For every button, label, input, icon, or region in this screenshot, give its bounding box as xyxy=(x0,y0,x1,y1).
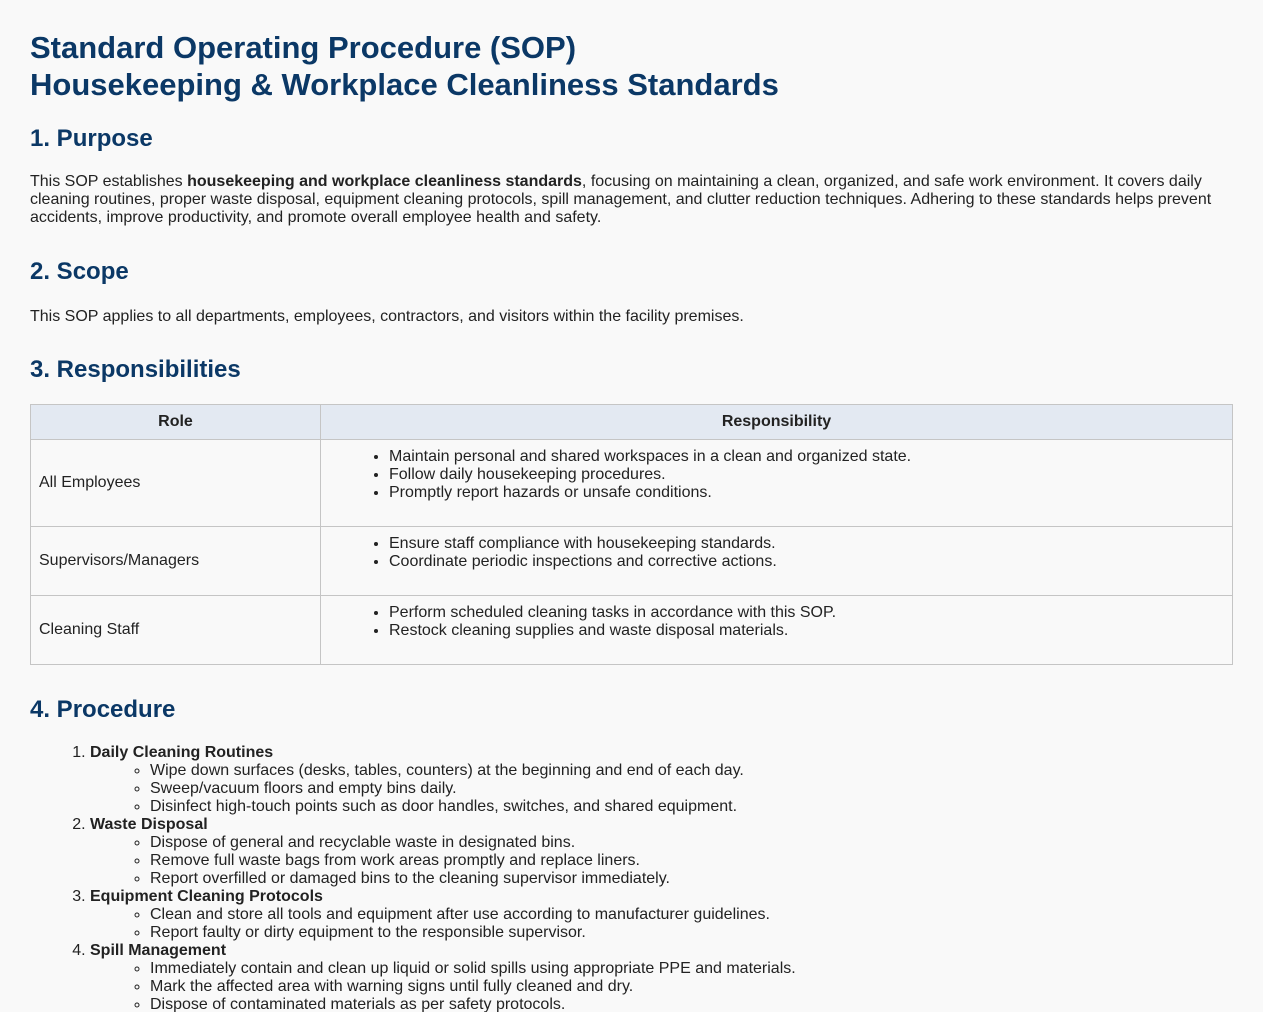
list-item: • Maintain personal and shared workspaces in a clean and organized state. xyxy=(389,448,1224,466)
list-item: • Coordinate periodic inspections and corrective actions. xyxy=(389,553,1224,571)
procedure-step xyxy=(90,888,1233,942)
responsibility-list xyxy=(329,535,1224,571)
list-item: • Restock cleaning supplies and waste disposal materials. xyxy=(389,622,1224,640)
role-cell: All Employees xyxy=(31,440,321,527)
list-item: ◦ Clean and store all tools and equipment after use according to manufacturer guidelines. xyxy=(150,906,1233,924)
step-items xyxy=(90,960,1233,1012)
responsibility-cell xyxy=(321,527,1233,596)
list-item: ◦ Sweep/vacuum floors and empty bins daily. xyxy=(150,780,1233,798)
scope-heading: 2. Scope xyxy=(30,258,129,285)
title-line-1: Standard Operating Procedure (SOP) xyxy=(30,30,577,65)
list-item: ◦ Report overfilled or damaged bins to the cleaning supervisor immediately. xyxy=(150,870,1233,888)
step-title: Equipment Cleaning Protocols xyxy=(90,888,323,905)
procedure-step xyxy=(90,744,1233,816)
purpose-heading: 1. Purpose xyxy=(30,125,153,152)
list-item: ◦ Disinfect high-touch points such as door handles, switches, and shared equipment. xyxy=(150,798,1233,816)
step-items xyxy=(90,834,1233,888)
purpose-paragraph xyxy=(30,173,1233,227)
purpose-text-bold: housekeeping and workplace cleanliness standards xyxy=(187,173,582,190)
procedure-step xyxy=(90,942,1233,1012)
step-title: Waste Disposal xyxy=(90,816,208,833)
step-items xyxy=(90,762,1233,816)
responsibility-list xyxy=(329,448,1224,502)
list-item: ◦ Immediately contain and clean up liquid or solid spills using appropriate PPE and materials. xyxy=(150,960,1233,978)
list-item: ◦ Dispose of general and recyclable waste in designated bins. xyxy=(150,834,1233,852)
procedure-steps xyxy=(30,744,1233,1012)
role-cell: Supervisors/Managers xyxy=(31,527,321,596)
purpose-text-rest: , focusing on maintaining a clean, organized, and safe work environment. It covers daily cleaning routines, proper waste disposal, equipment cleaning protocols, spill management, and clutter reduction techniques. Adhering to these standards helps prevent accidents, improve productivity, and promote overall employee health and safety. xyxy=(30,173,1212,226)
list-item: ◦ Remove full waste bags from work areas promptly and replace liners. xyxy=(150,852,1233,870)
purpose-text-intro: This SOP establishes xyxy=(30,173,188,190)
responsibilities-table xyxy=(30,404,1233,665)
list-item: ◦ Wipe down surfaces (desks, tables, counters) at the beginning and end of each day. xyxy=(150,762,1233,780)
list-item: ◦ Mark the affected area with warning signs until fully cleaned and dry. xyxy=(150,978,1233,996)
scope-paragraph: This SOP applies to all departments, employees, contractors, and visitors within the facility premises. xyxy=(30,308,744,325)
table-row xyxy=(31,596,1233,665)
list-item: • Promptly report hazards or unsafe conditions. xyxy=(389,484,1224,502)
list-item: • Ensure staff compliance with housekeeping standards. xyxy=(389,535,1224,553)
document-title xyxy=(30,29,1233,103)
list-item: ◦ Dispose of contaminated materials as per safety protocols. xyxy=(150,996,1233,1012)
list-item: • Perform scheduled cleaning tasks in accordance with this SOP. xyxy=(389,604,1224,622)
procedure-heading: 4. Procedure xyxy=(30,696,176,723)
list-item: • Follow daily housekeeping procedures. xyxy=(389,466,1224,484)
step-title: Spill Management xyxy=(90,942,227,959)
column-header-role: Role xyxy=(31,405,321,440)
table-row xyxy=(31,527,1233,596)
responsibility-cell xyxy=(321,596,1233,665)
responsibilities-heading: 3. Responsibilities xyxy=(30,356,241,383)
sop-document xyxy=(0,29,1263,1012)
title-line-2: Housekeeping & Workplace Cleanliness Standards xyxy=(30,67,779,102)
table-row xyxy=(31,440,1233,527)
procedure-step xyxy=(90,816,1233,888)
role-cell: Cleaning Staff xyxy=(31,596,321,665)
step-items xyxy=(90,906,1233,942)
table-header-row xyxy=(31,405,1233,440)
column-header-responsibility: Responsibility xyxy=(321,405,1233,440)
responsibility-cell xyxy=(321,440,1233,527)
step-title: Daily Cleaning Routines xyxy=(90,744,274,761)
list-item: ◦ Report faulty or dirty equipment to the responsible supervisor. xyxy=(150,924,1233,942)
responsibility-list xyxy=(329,604,1224,640)
